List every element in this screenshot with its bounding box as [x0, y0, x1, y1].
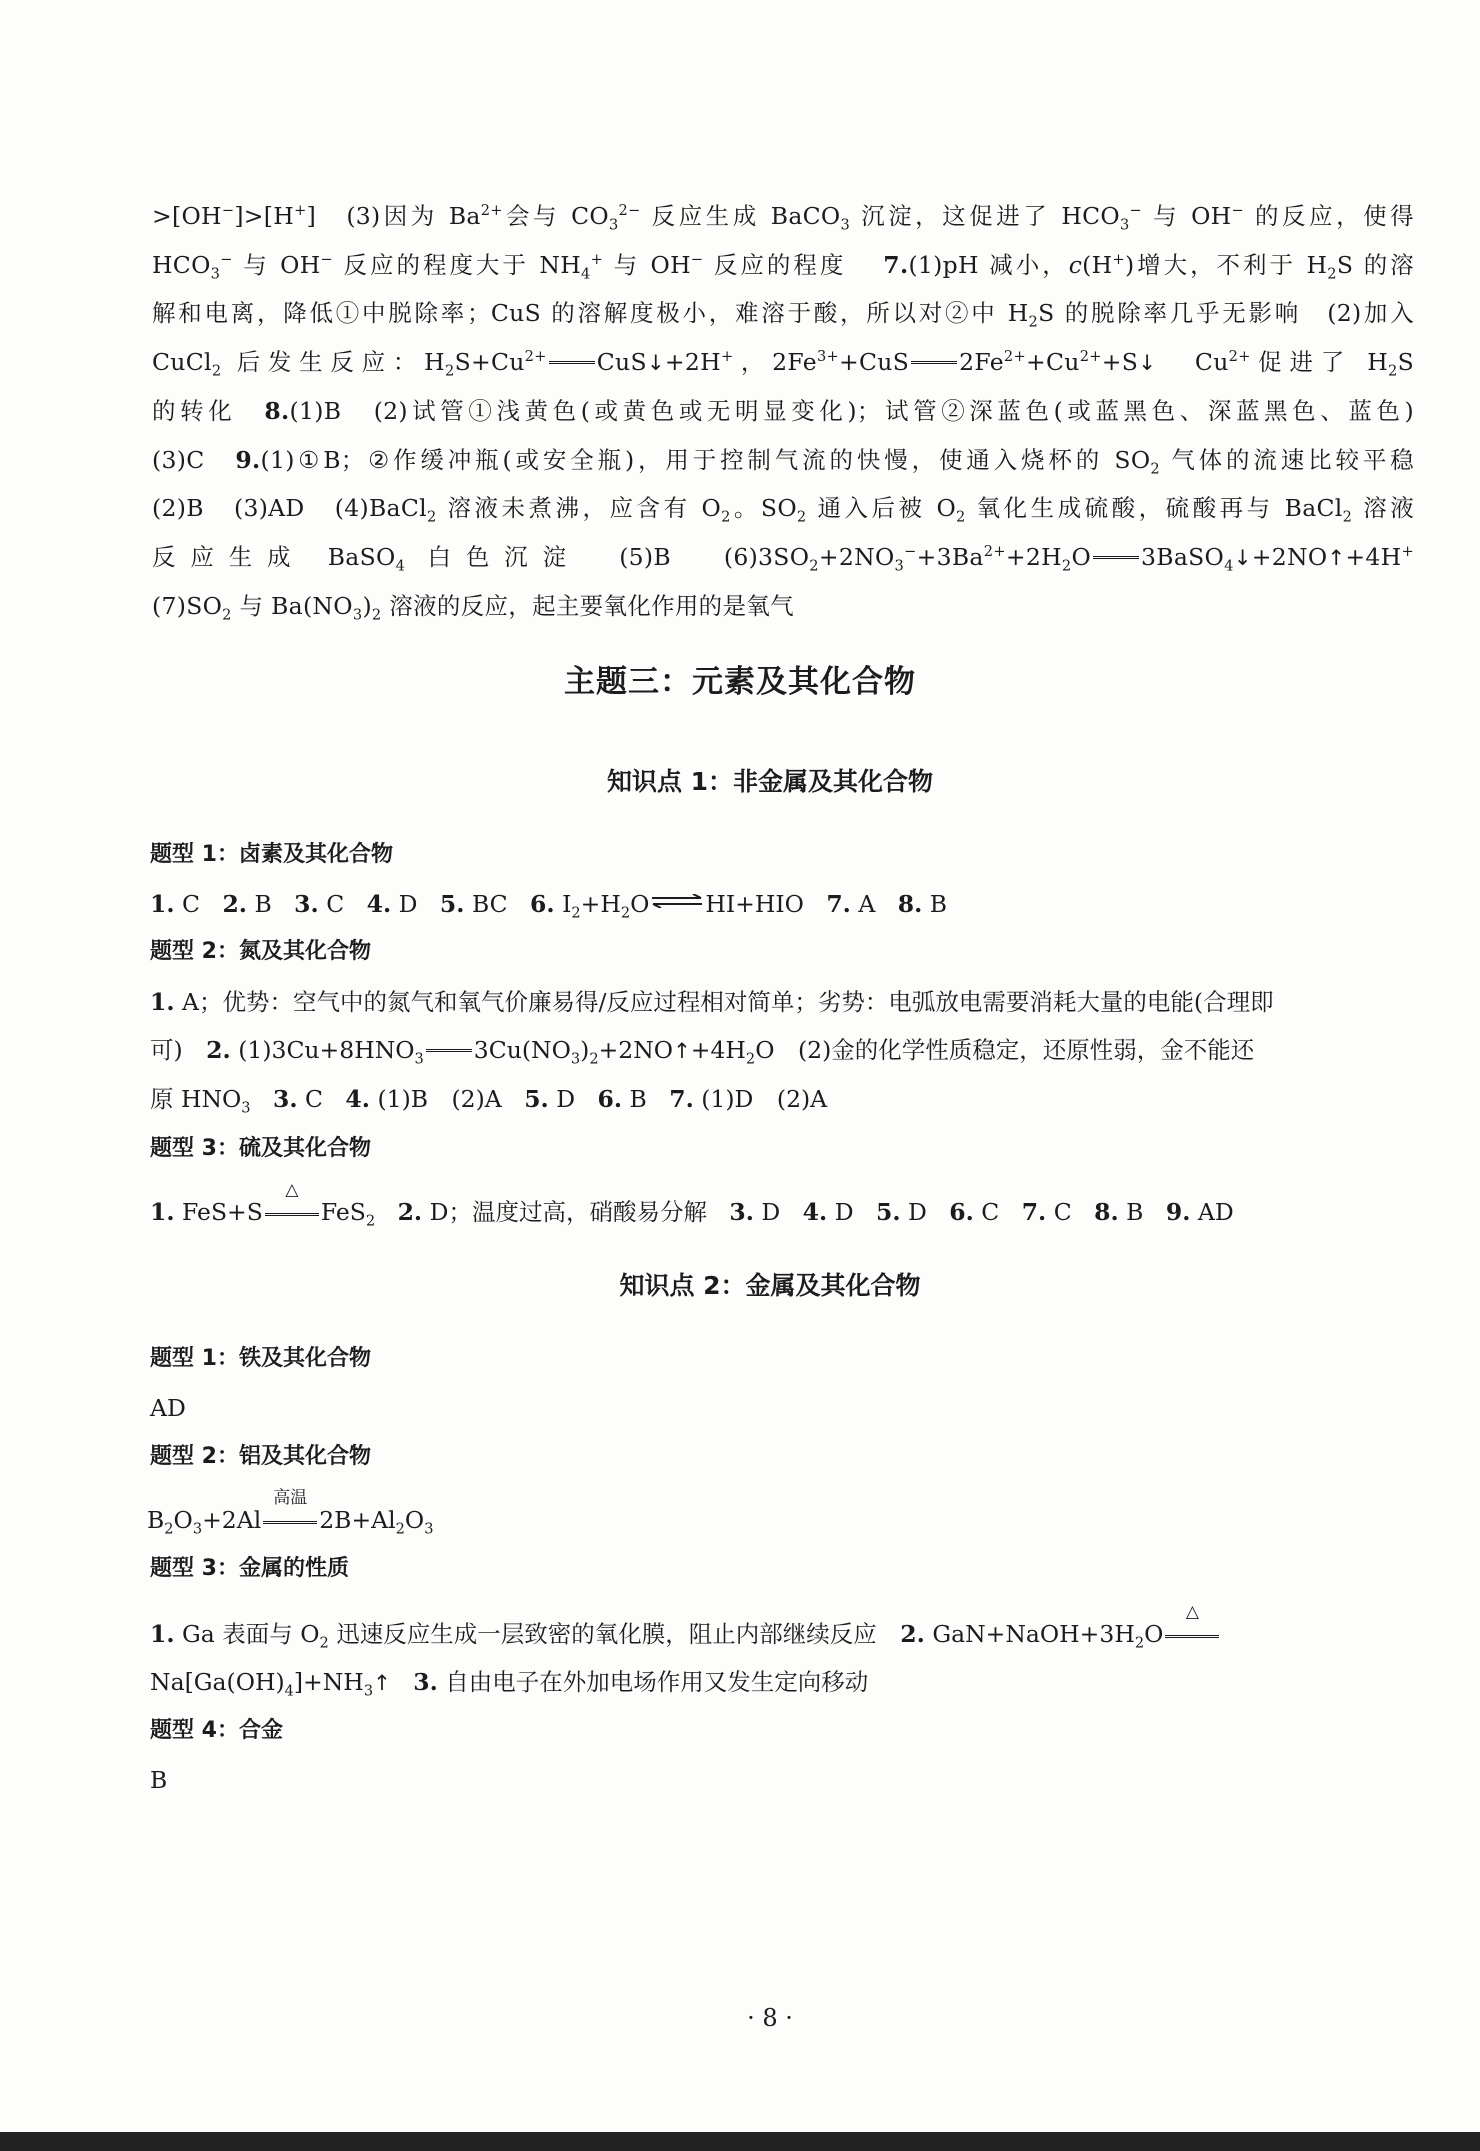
text-line: 可) 2. $(1)3Cu+8HNO_3$ $3Cu(NO_3)_2+2NO↑+4H_2O$ (2)金的化学性质稳定，还原性弱，金不能还 [150, 1036, 1255, 1068]
knowledge-point-2-title: 知识点 2：金属及其化合物 [619, 1271, 921, 1300]
text-line: B [150, 1766, 168, 1794]
down-arrow-icon: ↓ [1233, 544, 1252, 570]
text-line: 原 $HNO_3$ 3. C 4. (1)B (2)A 5. D 6. B 7. (1)D (2)A [150, 1085, 828, 1117]
text-line: 反应生成 BaSO$_4$ 白色沉淀 (5)B $(6)3SO_2+2NO_3^-+3Ba^{2+}+2H_2O$ 3BaSO$_4$↓+2NO↑+4H+ [152, 542, 1414, 575]
down-arrow-icon: ↓ [646, 349, 665, 375]
text-line: 1. A；优势：空气中的氮气和氧气价廉易得/反应过程相对简单；劣势：电弧放电需要消耗大量的电能(合理即 [150, 988, 1274, 1016]
text-line: CuCl$_2$ 后发生反应：$H_2S+Cu^{2+}$ CuS↓+2H+，$2Fe^{3+}+CuS$ $2Fe^{2+}+Cu^{2+}+S↓$ $Cu^{2+}$促进了 $H_2S$ [152, 347, 1414, 380]
text-line: >[OH−]>[H+] (3)因为 $Ba^{2+}$会与 $CO_3^{2-}$ 反应生成 BaCO$_3$ 沉淀，这促进了 $HCO_3^-$ 与 OH− 的反应，使得 [152, 202, 1414, 234]
text-line: $(7)SO_2$ 与 $Ba(NO_3)_2$ 溶液的反应，起主要氧化作用的是氧气 [152, 592, 794, 624]
text-line: AD [150, 1394, 186, 1422]
question-type-heading: 题型 3：金属的性质 [150, 1556, 349, 1581]
knowledge-point-1-title: 知识点 1：非金属及其化合物 [606, 767, 934, 796]
text-line: 解和电离，降低①中脱除率；CuS 的溶解度极小，难溶于酸，所以对②中 $H_2S$ 的脱除率几乎无影响 (2)加入 [152, 299, 1414, 331]
equals-sign [549, 351, 595, 364]
down-arrow-icon: ↓ [1138, 349, 1157, 375]
answer-block [147, 1488, 1412, 1544]
up-arrow-icon: ↑ [373, 1670, 391, 1695]
theme-title: 主题三：元素及其化合物 [564, 664, 916, 700]
equals-sign [911, 351, 957, 364]
reaction-condition: △ [1165, 1624, 1219, 1638]
text-line: 的转化 8.(1)B (2)试管①浅黄色(或黄色或无明显变化)；试管②深蓝色(或蓝黑色、深蓝黑色、蓝色) [152, 397, 1414, 425]
answer-block [150, 1756, 1415, 1804]
text-line: 1. FeS+S △ FeS$_2$ 2. D；温度过高，硝酸易分解 3. D 4. D 5. D 6. C 7. C 8. B 9. AD [150, 1180, 1234, 1230]
equals-sign [426, 1039, 472, 1052]
question-type-heading: 题型 1：卤素及其化合物 [150, 842, 393, 867]
question-type-heading: 题型 3：硫及其化合物 [150, 1136, 371, 1161]
previous-section-answers [152, 192, 1414, 631]
text-line: 1. C 2. B 3. C 4. D 5. BC 6. $I_2+H_2O$ HI+HIO 7. A 8. B [150, 890, 948, 922]
text-line: (2)B (3)AD (4)BaCl$_2$ 溶液未煮沸，应含有 $O_2$。$SO_2$ 通入后被 $O_2$ 氧化生成硫酸，硫酸再与 BaCl$_2$ 溶液 [152, 494, 1414, 526]
page-number: · 8 · [747, 2004, 793, 2032]
text-line: (3)C 9.(1)①B；②作缓冲瓶(或安全瓶)，用于控制气流的快慢，使通入烧杯的 $SO_2$ 气体的流速比较平稳 [152, 445, 1414, 478]
text-line: 1. Ga 表面与 $O_2$ 迅速反应生成一层致密的氧化膜，阻止内部继续反应 2. $GaN+NaOH+3H_2O$ △ [150, 1610, 1415, 1658]
reaction-condition: 高温 [263, 1510, 317, 1524]
text-line: $Na[Ga(OH)_4]+NH_3↑$ 3. 自由电子在外加电场作用又发生定向移动 [150, 1668, 869, 1700]
question-type-heading: 题型 4：合金 [150, 1718, 283, 1743]
answer-block [150, 1180, 1415, 1236]
up-arrow-icon: ↑ [1327, 544, 1346, 570]
question-type-heading: 题型 2：铝及其化合物 [150, 1444, 371, 1469]
question-type-heading: 题型 2：氮及其化合物 [150, 939, 371, 964]
text-line: $B_2O_3+2Al$ 高温 $2B+Al_2O_3$ [147, 1488, 434, 1538]
answer-block [150, 978, 1415, 1123]
answer-block [150, 1602, 1415, 1707]
question-type-heading: 题型 1：铁及其化合物 [150, 1346, 371, 1371]
answer-block [150, 880, 1415, 928]
answer-block [150, 1384, 1415, 1432]
reaction-condition: △ [265, 1202, 319, 1216]
text-line: $HCO_3^-$ 与 OH− 反应的程度大于 $NH_4^+$ 与 OH− 反应的程度 7.(1)pH 减小，c(H+)增大，不利于 $H_2S$ 的溶 [152, 250, 1414, 283]
up-arrow-icon: ↑ [673, 1038, 691, 1063]
equals-sign [1093, 546, 1139, 559]
scan-edge-band [0, 2132, 1480, 2151]
reversible-arrow-icon [651, 894, 703, 908]
